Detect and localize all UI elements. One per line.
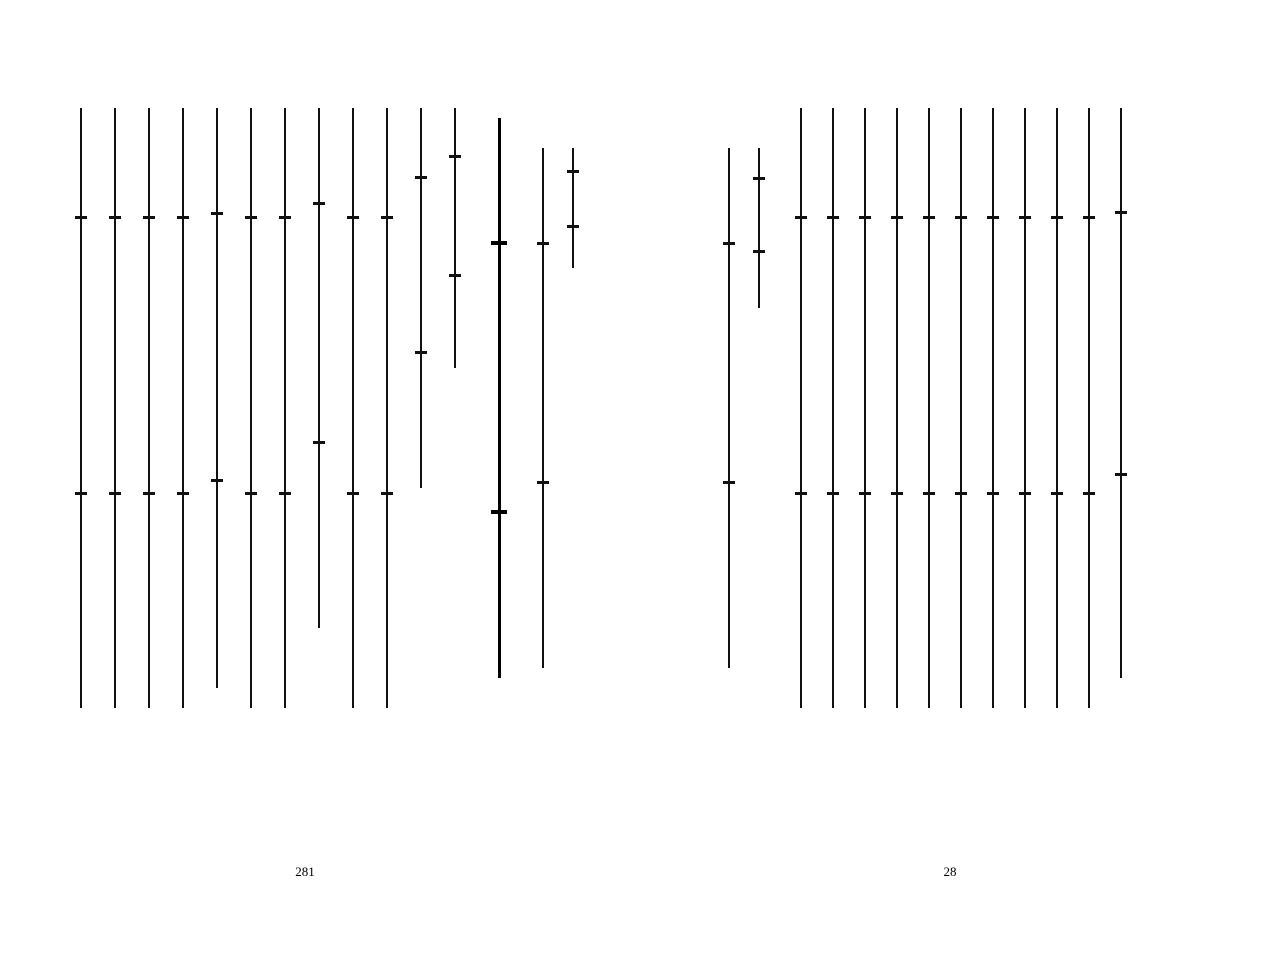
text-column [284,108,286,708]
chapter-subtitle [542,148,544,668]
text-column [250,108,252,708]
text-column [1024,108,1026,708]
text-column [454,108,456,368]
text-column [928,108,930,708]
citation-column [758,148,760,308]
text-column [216,108,218,688]
text-column [1088,108,1090,708]
citation-column [728,148,730,668]
text-column [80,108,82,708]
text-column [1056,108,1058,708]
right-text-block [700,108,1140,728]
text-column [896,108,898,708]
text-column [800,108,802,708]
text-column [832,108,834,708]
text-column [148,108,150,708]
page-number-right: 28 [943,864,957,879]
left-page [60,80,620,880]
text-column [386,108,388,708]
right-page [700,80,1140,880]
text-column [864,108,866,708]
text-column [182,108,184,708]
chapter-subtitle [572,148,574,268]
text-column [114,108,116,708]
text-column [420,108,422,488]
text-column [318,108,320,628]
left-text-block [60,108,620,728]
text-column [352,108,354,708]
chapter-title [498,118,501,678]
text-column [1120,108,1122,678]
page-number-left: 281 [295,864,315,879]
text-column [960,108,962,708]
text-column [992,108,994,708]
